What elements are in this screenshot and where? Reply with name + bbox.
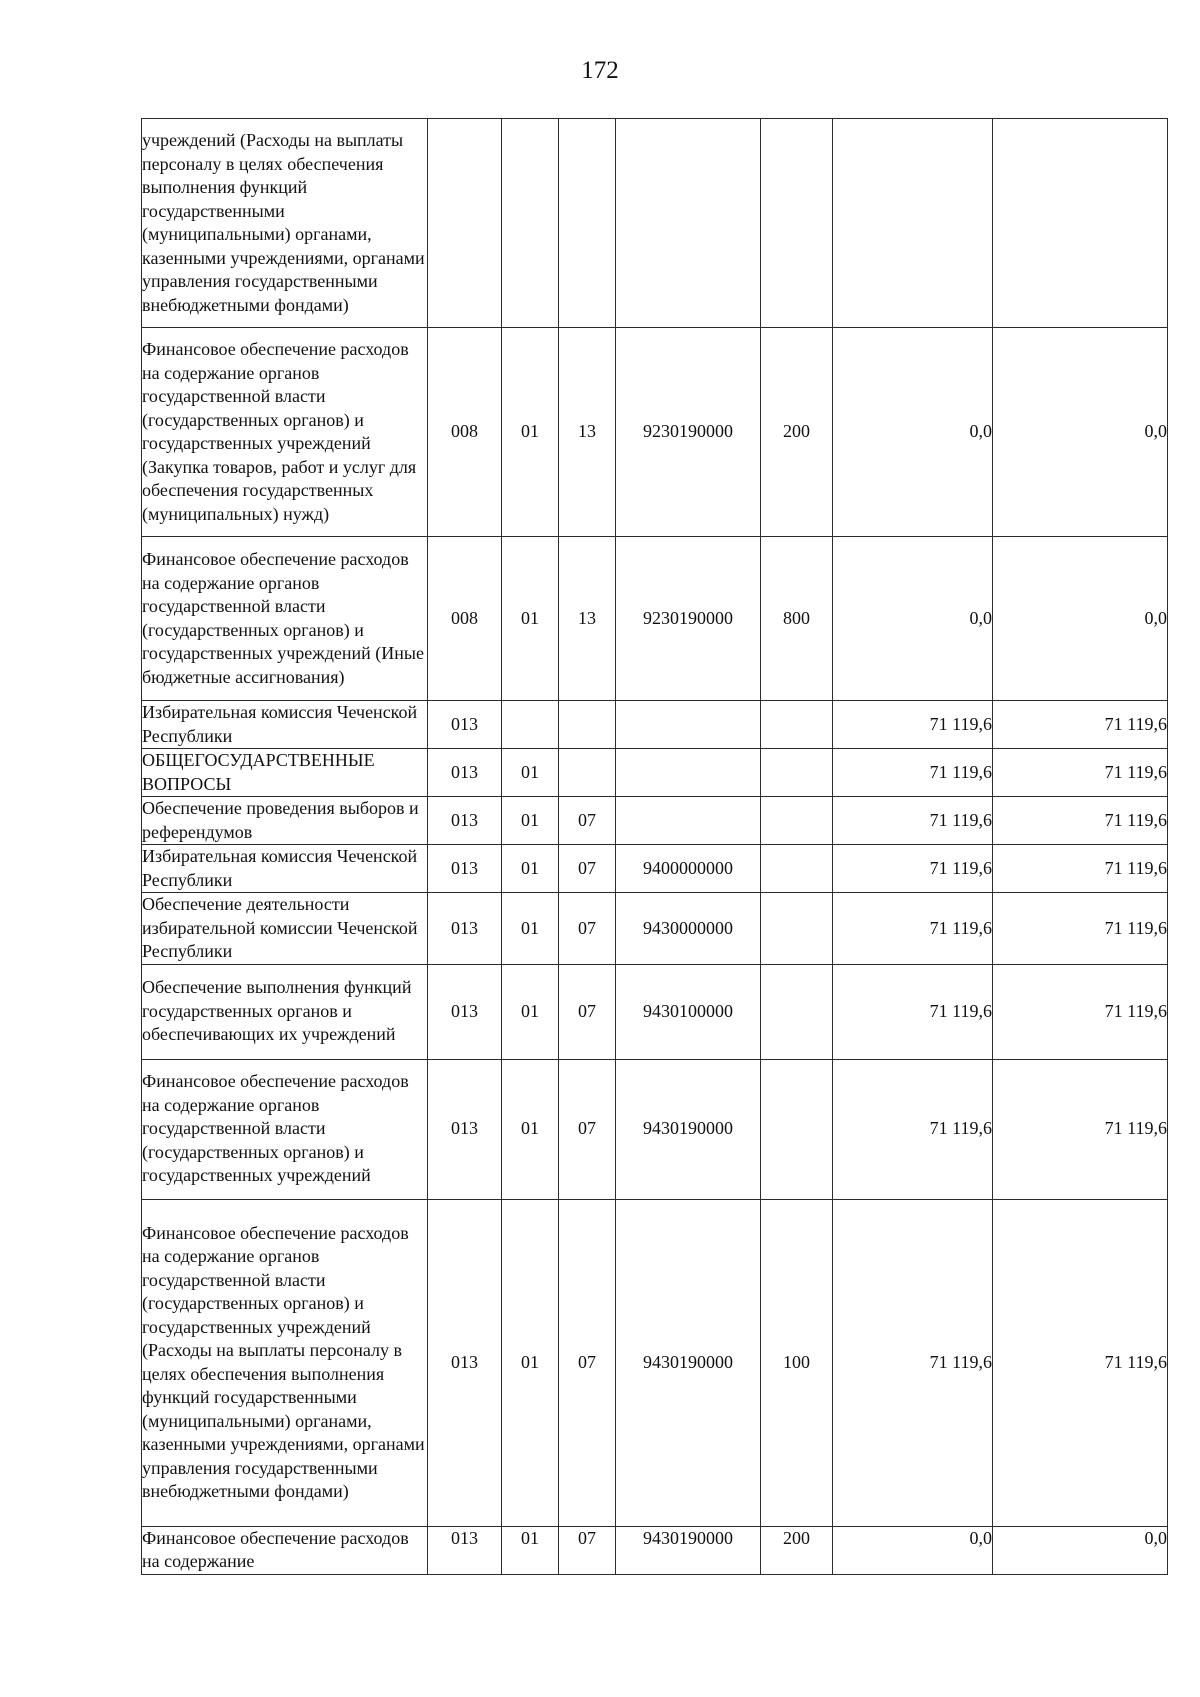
table-row xyxy=(142,964,1168,1059)
row-name: учреждений (Расходы на выплаты персоналу в целях обеспечения выполнения функций государственными (муниципальными) органами, казенными учреждениями, органами управления государственными внебюджетными фондами) xyxy=(142,119,428,328)
sum-year2-cell xyxy=(993,119,1168,328)
target-article-cell: 9430190000 xyxy=(616,1059,761,1199)
expense-type-cell: 200 xyxy=(761,1526,833,1574)
target-article-cell xyxy=(616,701,761,749)
razdel-cell xyxy=(502,701,559,749)
expense-type-cell: 100 xyxy=(761,1199,833,1526)
table-row xyxy=(142,119,1168,328)
sum-year1-cell: 71 119,6 xyxy=(833,964,993,1059)
row-name: Финансовое обеспечение расходов на содержание органов государственной власти (государственных органов) и государственных учреждений (Закупка товаров, работ и услуг для обеспечения государственных (муниципальных) нужд) xyxy=(142,328,428,537)
razdel-cell: 01 xyxy=(502,893,559,965)
razdel-cell: 01 xyxy=(502,964,559,1059)
table-row xyxy=(142,328,1168,537)
sum-year2-cell: 71 119,6 xyxy=(993,845,1168,893)
target-article-cell xyxy=(616,119,761,328)
sum-year2-cell: 71 119,6 xyxy=(993,1199,1168,1526)
podrazdel-cell: 07 xyxy=(559,1059,616,1199)
sum-year1-cell: 71 119,6 xyxy=(833,1059,993,1199)
row-name: Обеспечение выполнения функций государственных органов и обеспечивающих их учреждений xyxy=(142,964,428,1059)
sum-year2-cell: 0,0 xyxy=(993,328,1168,537)
sum-year1-cell xyxy=(833,119,993,328)
target-article-cell: 9430190000 xyxy=(616,1199,761,1526)
razdel-cell: 01 xyxy=(502,845,559,893)
razdel-cell xyxy=(502,119,559,328)
podrazdel-cell: 07 xyxy=(559,893,616,965)
row-name: Финансовое обеспечение расходов на содержание органов государственной власти (государственных органов) и государственных учреждений (Расходы на выплаты персоналу в целях обеспечения выполнения функций государственными (муниципальными) органами, казенными учреждениями, органами управления государственными внебюджетными фондами) xyxy=(142,1199,428,1526)
row-name: Избирательная комиссия Чеченской Республики xyxy=(142,701,428,749)
podrazdel-cell xyxy=(559,701,616,749)
grbs-cell: 013 xyxy=(428,1199,502,1526)
budget-table-body xyxy=(142,119,1168,1575)
grbs-cell: 013 xyxy=(428,1059,502,1199)
podrazdel-cell: 13 xyxy=(559,328,616,537)
grbs-cell: 008 xyxy=(428,328,502,537)
budget-table xyxy=(141,118,1168,1575)
expense-type-cell xyxy=(761,701,833,749)
row-name: Обеспечение деятельности избирательной комиссии Чеченской Республики xyxy=(142,893,428,965)
grbs-cell: 013 xyxy=(428,893,502,965)
grbs-cell: 013 xyxy=(428,845,502,893)
expense-type-cell xyxy=(761,893,833,965)
podrazdel-cell xyxy=(559,119,616,328)
table-row xyxy=(142,1059,1168,1199)
sum-year1-cell: 0,0 xyxy=(833,1526,993,1574)
target-article-cell: 9230190000 xyxy=(616,328,761,537)
sum-year1-cell: 71 119,6 xyxy=(833,749,993,797)
table-row xyxy=(142,749,1168,797)
razdel-cell: 01 xyxy=(502,1526,559,1574)
razdel-cell: 01 xyxy=(502,328,559,537)
podrazdel-cell: 13 xyxy=(559,537,616,701)
sum-year1-cell: 71 119,6 xyxy=(833,845,993,893)
target-article-cell: 9230190000 xyxy=(616,537,761,701)
expense-type-cell xyxy=(761,797,833,845)
sum-year1-cell: 71 119,6 xyxy=(833,701,993,749)
sum-year1-cell: 71 119,6 xyxy=(833,893,993,965)
table-row xyxy=(142,1199,1168,1526)
grbs-cell: 013 xyxy=(428,749,502,797)
razdel-cell: 01 xyxy=(502,537,559,701)
sum-year1-cell: 71 119,6 xyxy=(833,797,993,845)
sum-year1-cell: 0,0 xyxy=(833,328,993,537)
grbs-cell: 013 xyxy=(428,1526,502,1574)
row-name: Финансовое обеспечение расходов на содержание органов государственной власти (государственных органов) и государственных учреждений xyxy=(142,1059,428,1199)
row-name: Финансовое обеспечение расходов на содержание xyxy=(142,1526,428,1574)
sum-year2-cell: 71 119,6 xyxy=(993,749,1168,797)
sum-year1-cell: 0,0 xyxy=(833,537,993,701)
row-name: ОБЩЕГОСУДАРСТВЕННЫЕ ВОПРОСЫ xyxy=(142,749,428,797)
sum-year2-cell: 71 119,6 xyxy=(993,1059,1168,1199)
page-number: 172 xyxy=(581,57,619,84)
grbs-cell xyxy=(428,119,502,328)
podrazdel-cell: 07 xyxy=(559,797,616,845)
expense-type-cell xyxy=(761,749,833,797)
grbs-cell: 008 xyxy=(428,537,502,701)
expense-type-cell: 800 xyxy=(761,537,833,701)
sum-year2-cell: 71 119,6 xyxy=(993,964,1168,1059)
table-row xyxy=(142,893,1168,965)
sum-year2-cell: 71 119,6 xyxy=(993,797,1168,845)
sum-year2-cell: 71 119,6 xyxy=(993,893,1168,965)
target-article-cell: 9400000000 xyxy=(616,845,761,893)
row-name: Финансовое обеспечение расходов на содержание органов государственной власти (государственных органов) и государственных учреждений (Иные бюджетные ассигнования) xyxy=(142,537,428,701)
razdel-cell: 01 xyxy=(502,1059,559,1199)
table-row xyxy=(142,797,1168,845)
table-row xyxy=(142,1526,1168,1574)
target-article-cell: 9430100000 xyxy=(616,964,761,1059)
grbs-cell: 013 xyxy=(428,701,502,749)
razdel-cell: 01 xyxy=(502,797,559,845)
razdel-cell: 01 xyxy=(502,749,559,797)
expense-type-cell xyxy=(761,1059,833,1199)
table-row xyxy=(142,845,1168,893)
expense-type-cell: 200 xyxy=(761,328,833,537)
podrazdel-cell: 07 xyxy=(559,845,616,893)
table-row xyxy=(142,701,1168,749)
target-article-cell xyxy=(616,749,761,797)
target-article-cell xyxy=(616,797,761,845)
expense-type-cell xyxy=(761,845,833,893)
sum-year2-cell: 0,0 xyxy=(993,1526,1168,1574)
grbs-cell: 013 xyxy=(428,797,502,845)
expense-type-cell xyxy=(761,119,833,328)
expense-type-cell xyxy=(761,964,833,1059)
row-name: Избирательная комиссия Чеченской Республики xyxy=(142,845,428,893)
podrazdel-cell: 07 xyxy=(559,1526,616,1574)
podrazdel-cell xyxy=(559,749,616,797)
row-name: Обеспечение проведения выборов и референдумов xyxy=(142,797,428,845)
grbs-cell: 013 xyxy=(428,964,502,1059)
target-article-cell: 9430000000 xyxy=(616,893,761,965)
sum-year2-cell: 71 119,6 xyxy=(993,701,1168,749)
target-article-cell: 9430190000 xyxy=(616,1526,761,1574)
table-row xyxy=(142,537,1168,701)
sum-year2-cell: 0,0 xyxy=(993,537,1168,701)
podrazdel-cell: 07 xyxy=(559,964,616,1059)
podrazdel-cell: 07 xyxy=(559,1199,616,1526)
razdel-cell: 01 xyxy=(502,1199,559,1526)
sum-year1-cell: 71 119,6 xyxy=(833,1199,993,1526)
